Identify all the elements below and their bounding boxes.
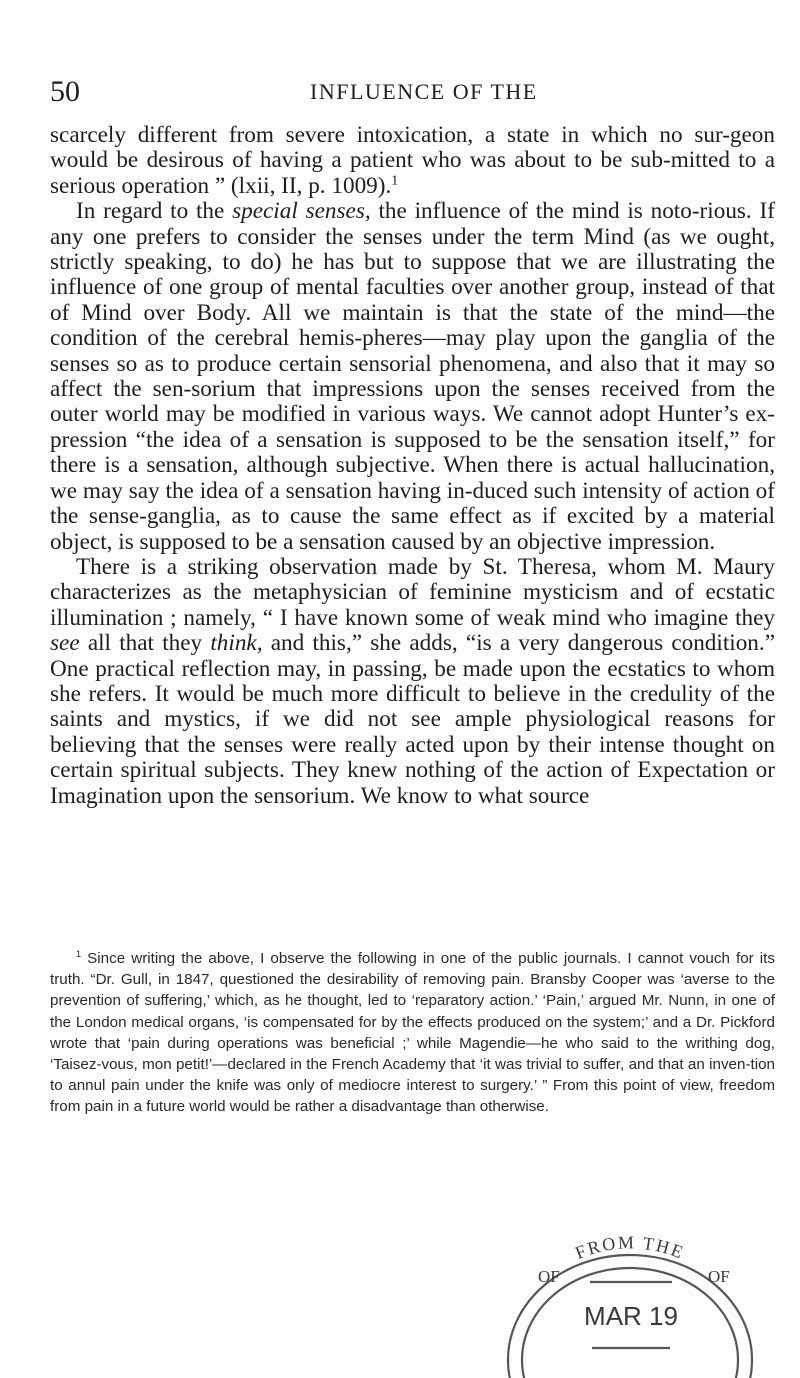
page-number: 50 (50, 75, 80, 108)
text-run: and this,” she adds, “is a very dangerous condition.” One practical reflection may, in passing, be made upon the ecstatics to whom she refers. It would be much more difficult to believe in the credulity of the saints and mystics, if we did not see ample physiological reasons for believing that the senses were really acted upon by their intense thought on certain spiritual subjects. They knew nothing of the action of Expectation or Imagination upon the sensorium. We know to what source (50, 630, 775, 809)
library-stamp (480, 1210, 780, 1378)
paragraph-2 (50, 199, 775, 555)
paragraph-1 (50, 123, 775, 199)
footnote-ref: 1 (391, 173, 399, 189)
footnotes (50, 948, 775, 1118)
emphasis: think, (210, 630, 263, 657)
page-header (50, 72, 775, 112)
body-text (50, 123, 775, 809)
stamp-side-left: OF (538, 1267, 560, 1286)
stamp-side-right: OF (708, 1267, 730, 1286)
stamp-date: MAR 19 (584, 1301, 678, 1331)
footnote-1 (50, 948, 775, 1118)
paragraph-3 (50, 555, 775, 809)
text-run: the influence of the mind is noto-rious. If any one prefers to consider the senses under the term Mind (as we ought, strictly speaking, to do) he has but to suppose that we are illustrating the influence of one group of mental faculties over another group, instead of that of Mind over Body. All we maintain is that the state of the mind—the condition of the cerebral hemis-pheres—may play upon the ganglia of the senses so as to produce certain sensorial phenomena, and also that it may so affect the sen-sorium that impressions upon the senses received from the outer world may be modified in various ways. We cannot adopt Hunter’s ex-pression “the idea of a sensation is supposed to be the sensation itself,” for there is a sensation, although subjective. When there is actual hallucination, we may say the idea of a sensation having in-duced such intensity of action of the sense-ganglia, as to cause the same effect as if excited by a material object, is supposed to be a sensation caused by an objective impression. (50, 198, 775, 555)
text-run: In regard to the (76, 198, 233, 225)
footnote-text: Since writing the above, I observe the following in one of the public journals. I cannot vouch for its truth. “Dr. Gull, in 1847, questioned the desirability of removing pain. Bransby Cooper was ‘averse to the prevention of suffering,’ which, as he thought, led to ‘reparatory action.’ ‘Pain,’ argued Mr. Nunn, in one of the London medical organs, ‘is compensated for by the effects produced on the system;’ and a Dr. Pickford wrote that ‘pain during operations was beneficial ;’ while Magendie—he who said to the writhing dog, ‘Taisez-vous, mon petit!’—declared in the French Academy that ‘it was trivial to suffer, and that an inven-tion to annul pain under the knife was only of mediocre interest to surgery.’ ” From this point of view, freedom from pain in a future world would be rather a disadvantage than otherwise. (50, 950, 775, 1116)
emphasis: special senses, (232, 198, 371, 225)
emphasis: see (50, 630, 80, 657)
running-head: INFLUENCE OF THE (310, 79, 538, 104)
text-run: all that they (79, 630, 211, 657)
text-run: scarcely different from severe intoxication, a state in which no sur-geon would be desirous of having a patient who was about to be sub-mitted to a serious operation ” (lxii, II, p. 1009). (50, 122, 775, 199)
text-run: There is a striking observation made by St. Theresa, whom M. Maury characterizes as the metaphysician of feminine mysticism and of ecstatic illumination ; namely, “ I have known some of weak mind who imagine they (50, 553, 775, 631)
stamp-top-text: FROM THE (572, 1232, 688, 1263)
footnote-marker: 1 (76, 948, 82, 959)
